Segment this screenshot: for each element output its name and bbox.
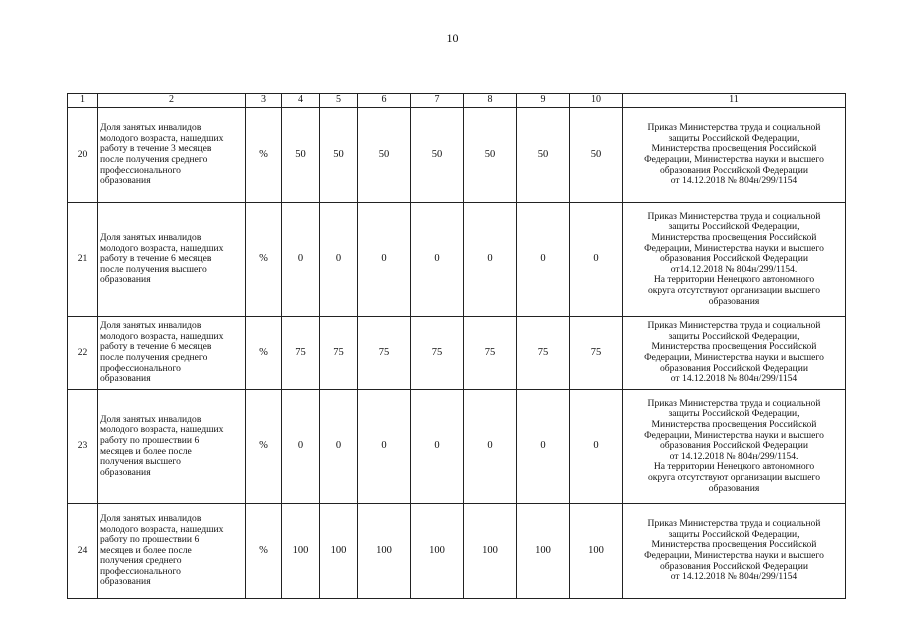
table-row bbox=[68, 504, 846, 599]
indicator-name-line: профессионального bbox=[100, 565, 181, 577]
header-cell: 8 bbox=[464, 94, 517, 108]
source-line: Приказ Министерства труда и социальной bbox=[647, 518, 821, 530]
source-line: образования Российской Федерации bbox=[660, 560, 808, 572]
header-cell: 7 bbox=[411, 94, 464, 108]
source-line: Министерства просвещения Российской bbox=[651, 143, 817, 155]
value-cell: 50 bbox=[320, 108, 358, 203]
header-cell: 3 bbox=[246, 94, 282, 108]
indicator-name-line: образования bbox=[100, 576, 151, 588]
header-cell: 2 bbox=[98, 94, 246, 108]
value-cell: 0 bbox=[570, 203, 623, 317]
indicator-name-line: получения среднего bbox=[100, 555, 182, 567]
value-cell: 0 bbox=[411, 203, 464, 317]
value-cell: 75 bbox=[320, 317, 358, 390]
indicator-name-line: профессионального bbox=[100, 362, 181, 374]
source-line: от 14.12.2018 № 804н/299/1154. bbox=[669, 450, 799, 462]
value-cell: 75 bbox=[411, 317, 464, 390]
value-cell: 0 bbox=[570, 390, 623, 504]
value-cell: 0 bbox=[517, 390, 570, 504]
indicator-name-line: молодого возраста, нашедших bbox=[100, 242, 224, 254]
value-cell: 0 bbox=[411, 390, 464, 504]
table-row bbox=[68, 203, 846, 317]
indicator-name-line: профессионального bbox=[100, 164, 181, 176]
unit-cell: % bbox=[246, 504, 282, 599]
source-cell bbox=[623, 504, 846, 599]
header-cell: 11 bbox=[623, 94, 846, 108]
value-cell: 100 bbox=[570, 504, 623, 599]
unit-cell: % bbox=[246, 390, 282, 504]
row-number: 20 bbox=[68, 108, 98, 203]
value-cell: 75 bbox=[464, 317, 517, 390]
source-line: образования Российской Федерации bbox=[660, 362, 808, 374]
source-line: защиты Российской Федерации, bbox=[668, 528, 800, 540]
value-cell: 100 bbox=[411, 504, 464, 599]
table-row bbox=[68, 108, 846, 203]
source-line: защиты Российской Федерации, bbox=[668, 132, 800, 144]
source-line: от14.12.2018 № 804н/299/1154. bbox=[670, 263, 798, 275]
indicator-name bbox=[98, 108, 246, 203]
row-number: 23 bbox=[68, 390, 98, 504]
header-cell: 9 bbox=[517, 94, 570, 108]
source-line: округа отсутствуют организации высшего bbox=[647, 284, 821, 296]
indicator-name-line: Доля занятых инвалидов bbox=[100, 232, 202, 244]
indicator-name-line: образования bbox=[100, 274, 151, 286]
value-cell: 75 bbox=[517, 317, 570, 390]
source-line: от 14.12.2018 № 804н/299/1154 bbox=[670, 571, 798, 583]
table-row bbox=[68, 317, 846, 390]
value-cell: 0 bbox=[282, 203, 320, 317]
indicator-name-line: работу в течение 6 месяцев bbox=[100, 341, 212, 353]
unit-cell: % bbox=[246, 317, 282, 390]
source-line: защиты Российской Федерации, bbox=[668, 221, 800, 233]
header-cell: 4 bbox=[282, 94, 320, 108]
indicator-name-line: после получения среднего bbox=[100, 352, 208, 363]
source-line: Федерации, Министерства науки и высшего bbox=[644, 154, 824, 165]
source-line: образования bbox=[708, 295, 760, 307]
value-cell: 75 bbox=[358, 317, 411, 390]
value-cell: 0 bbox=[282, 390, 320, 504]
header-cell: 5 bbox=[320, 94, 358, 108]
source-line: Министерства просвещения Российской bbox=[651, 232, 817, 244]
indicator-name-line: работу в течение 6 месяцев bbox=[100, 253, 212, 265]
source-line: образования Российской Федерации bbox=[660, 440, 808, 452]
row-number: 22 bbox=[68, 317, 98, 390]
value-cell: 0 bbox=[517, 203, 570, 317]
source-line: округа отсутствуют организации высшего bbox=[647, 471, 821, 483]
value-cell: 50 bbox=[464, 108, 517, 203]
source-line: Приказ Министерства труда и социальной bbox=[647, 320, 821, 332]
indicators-table bbox=[67, 93, 846, 599]
table-row bbox=[68, 390, 846, 504]
indicator-name-line: месяцев и более после bbox=[100, 544, 192, 556]
source-line: образования bbox=[708, 482, 760, 494]
source-line: Министерства просвещения Российской bbox=[651, 419, 817, 431]
value-cell: 50 bbox=[570, 108, 623, 203]
indicator-name-line: работу по прошествии 6 bbox=[100, 434, 200, 446]
indicator-name-line: молодого возраста, нашедших bbox=[100, 523, 224, 535]
indicator-name-line: молодого возраста, нашедших bbox=[100, 330, 224, 342]
indicator-name-line: Доля занятых инвалидов bbox=[100, 320, 202, 332]
value-cell: 75 bbox=[282, 317, 320, 390]
indicator-name-line: образования bbox=[100, 175, 151, 187]
value-cell: 0 bbox=[464, 390, 517, 504]
value-cell: 50 bbox=[282, 108, 320, 203]
value-cell: 0 bbox=[358, 203, 411, 317]
value-cell: 50 bbox=[517, 108, 570, 203]
row-number: 24 bbox=[68, 504, 98, 599]
indicator-name-line: образования bbox=[100, 466, 151, 478]
value-cell: 0 bbox=[358, 390, 411, 504]
indicator-name-line: Доля занятых инвалидов bbox=[100, 413, 202, 425]
value-cell: 100 bbox=[320, 504, 358, 599]
unit-cell: % bbox=[246, 108, 282, 203]
source-cell bbox=[623, 108, 846, 203]
indicator-name-line: Доля занятых инвалидов bbox=[100, 512, 202, 524]
source-line: Федерации, Министерства науки и высшего bbox=[644, 242, 824, 254]
header-cell: 1 bbox=[68, 94, 98, 108]
indicator-name-line: Доля занятых инвалидов bbox=[100, 122, 202, 134]
value-cell: 100 bbox=[464, 504, 517, 599]
indicator-name-line: после получения среднего bbox=[100, 154, 208, 165]
indicator-name-line: месяцев и более после bbox=[100, 445, 192, 457]
source-line: Министерства просвещения Российской bbox=[651, 341, 817, 353]
indicator-name bbox=[98, 203, 246, 317]
header-row bbox=[68, 94, 846, 108]
source-line: Федерации, Министерства науки и высшего bbox=[644, 352, 824, 363]
source-line: защиты Российской Федерации, bbox=[668, 330, 800, 342]
unit-cell: % bbox=[246, 203, 282, 317]
indicator-name-line: образования bbox=[100, 373, 151, 385]
source-line: от 14.12.2018 № 804н/299/1154 bbox=[670, 373, 798, 385]
page-number: 10 bbox=[446, 31, 459, 45]
value-cell: 100 bbox=[517, 504, 570, 599]
source-line: На территории Ненецкого автономного bbox=[653, 274, 815, 286]
source-cell bbox=[623, 203, 846, 317]
source-line: Федерации, Министерства науки и высшего bbox=[644, 550, 824, 561]
header-cell: 6 bbox=[358, 94, 411, 108]
indicator-name-line: получения высшего bbox=[100, 456, 181, 468]
indicator-name bbox=[98, 390, 246, 504]
header-cell: 10 bbox=[570, 94, 623, 108]
source-line: Приказ Министерства труда и социальной bbox=[647, 397, 821, 409]
source-cell bbox=[623, 390, 846, 504]
value-cell: 100 bbox=[358, 504, 411, 599]
indicator-name-line: молодого возраста, нашедших bbox=[100, 132, 224, 144]
indicator-name-line: работу по прошествии 6 bbox=[100, 534, 200, 546]
value-cell: 75 bbox=[570, 317, 623, 390]
indicator-name-line: после получения высшего bbox=[100, 263, 207, 275]
source-line: образования Российской Федерации bbox=[660, 253, 808, 265]
indicator-name-line: молодого возраста, нашедших bbox=[100, 424, 224, 436]
source-line: Приказ Министерства труда и социальной bbox=[647, 122, 821, 134]
value-cell: 100 bbox=[282, 504, 320, 599]
value-cell: 0 bbox=[320, 390, 358, 504]
source-line: Министерства просвещения Российской bbox=[651, 539, 817, 551]
value-cell: 50 bbox=[411, 108, 464, 203]
indicator-name-line: работу в течение 3 месяцев bbox=[100, 143, 212, 155]
source-line: Федерации, Министерства науки и высшего bbox=[644, 429, 824, 441]
indicator-name bbox=[98, 504, 246, 599]
value-cell: 0 bbox=[464, 203, 517, 317]
value-cell: 0 bbox=[320, 203, 358, 317]
source-line: На территории Ненецкого автономного bbox=[653, 461, 815, 473]
row-number: 21 bbox=[68, 203, 98, 317]
source-line: защиты Российской Федерации, bbox=[668, 408, 800, 420]
value-cell: 50 bbox=[358, 108, 411, 203]
source-line: образования Российской Федерации bbox=[660, 164, 808, 176]
source-cell bbox=[623, 317, 846, 390]
source-line: от 14.12.2018 № 804н/299/1154 bbox=[670, 175, 798, 187]
source-line: Приказ Министерства труда и социальной bbox=[647, 210, 821, 222]
indicator-name bbox=[98, 317, 246, 390]
